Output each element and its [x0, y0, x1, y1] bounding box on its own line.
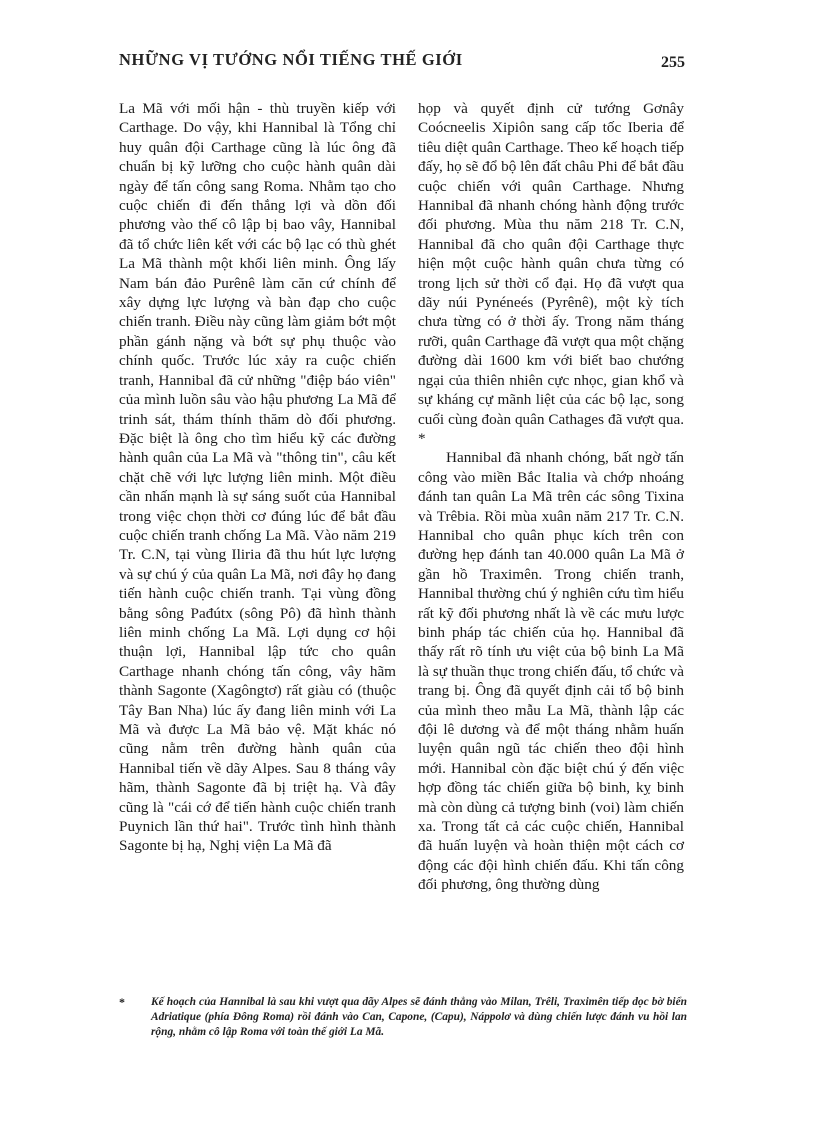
right-column-paragraph-1: họp và quyết định cử tướng Gơnây Coócneelis Xipiôn sang cấp tốc Iberia để tiêu diệt quân Carthage. Theo kế hoạch tiếp đấy, họ sẽ đổ bộ lên đất châu Phi để bắt đầu cuộc chiến với quân Carthage. Nhưng Hannibal đã nhanh chóng hành động trước đối phương. Mùa thu năm 218 Tr. C.N, Hannibal đã cho quân đội Carthage thực hiện một cuộc hành quân chưa từng có trong lịch sử thời cổ đại. Họ đã vượt qua dãy núi Pynéneés (Pyrênê), một kỳ tích chưa từng có ở thời ấy. Trong năm tháng rưỡi, quân Carthage đã vượt qua một chặng đường dài 1600 km với biết bao chướng ngại của thiên nhiên cực nhọc, gian khổ và sự kháng cự mãnh liệt của các bộ lạc, song cuối cùng đoàn quân Cathages đã vượt qua. *: [418, 100, 688, 447]
running-header-title: NHỮNG VỊ TƯỚNG NỔI TIẾNG THẾ GIỚI: [119, 50, 463, 69]
footnote-marker: *: [119, 995, 125, 1009]
footnote-text: Kế hoạch của Hannibal là sau khi vượt qua dãy Alpes sẽ đánh thẳng vào Milan, Trêli, Traximên tiếp dọc bờ biển Adriatique (phía Đông Roma) rồi đánh vào Can, Capone, (Capu), Náppolơ và dùng chiến lược đánh vu hồi lan rộng, nhằm cô lập Roma với toàn thế giới La Mã.: [151, 996, 690, 1038]
right-column: [418, 99, 688, 979]
left-column-paragraph: La Mã với mối hận - thù truyền kiếp với Carthage. Do vậy, khi Hannibal là Tổng chỉ huy quân đội Carthage cũng là lúc ông đã chuẩn bị kỹ lưỡng cho cuộc hành quân dài ngày để tấn công sang Roma. Nhằm tạo cho cuộc chiến đi đến thắng lợi và dồn đối phương vào thế cô lập bị bao vây, Hannibal đã tổ chức liên kết với các bộ lạc có thù ghét La Mã thành một khối liên minh. Ông lấy Nam bán đảo Purênê làm căn cứ chính để xây dựng lực lượng và bàn đạp cho cuộc chiến tranh. Điều này cũng làm giảm bớt một phần gánh nặng và bớt sự phụ thuộc vào chính quốc. Trước lúc xảy ra cuộc chiến tranh, Hannibal đã cử những "điệp báo viên" của mình luồn sâu vào hậu phương La Mã để trinh sát, thám thính thăm dò đối phương. Đặc biệt là ông cho tìm hiểu kỹ các đường hành quân của La Mã và "thông tin", câu kết chặt chẽ với lực lượng liên minh. Một điều cần nhấn mạnh là sự sáng suốt của Hannibal trong việc chọn thời cơ đúng lúc để bắt đầu cuộc chiến tranh chống La Mã. Vào năm 219 Tr. C.N, tại vùng Iliria đã thu hút lực lượng và sự chú ý của quân La Mã, nơi đây họ đang tiến hành cuộc chiến tranh. Tại vùng đồng bằng sông Pađútx (sông Pô) đã hình thành liên minh chống La Mã. Lợi dụng cơ hội thuận lợi, Hannibal lập tức cho quân Carthage nhanh chóng tấn công, vây hãm thành Sagonte (Xagôngtơ) rất giàu có (thuộc Tây Ban Nha) lúc ấy đang liên minh với La Mã và được La Mã bảo vệ. Mặt khác nó cũng nằm trên đường hành quân của Hannibal tiến về dãy Alpes. Sau 8 tháng vây hãm, thành Sagonte đã bị triệt hạ. Và đây cũng là "cái cớ để tiến hành cuộc chiến tranh Puynich lần thứ hai". Trước tình hình thành Sagonte bị hạ, Nghị viện La Mã đã: [119, 100, 400, 855]
footnote: [119, 995, 690, 1040]
right-column-paragraph-2: Hannibal đã nhanh chóng, bất ngờ tấn công vào miền Bắc Italia và chớp nhoáng đánh tan quân La Mã trên các sông Tixina và Trêbia. Rồi mùa xuân năm 217 Tr. C.N. Hannibal cho quân phục kích trên con đường hẹp đánh tan 40.000 quân La Mã ở gần hồ Traximên. Trong chiến tranh, Hannibal thường chú ý nghiên cứu tìm hiểu rất kỹ đối phương nhất là về các mưu lược binh pháp tác chiến của họ. Hannibal đã thấy rất rõ tính ưu việt của bộ binh La Mã là sự thuần thục trong chiến đấu, tổ chức và trang bị. Ông đã quyết định cải tổ bộ binh của mình theo mẫu La Mã, thành lập các đội lê dương và để một tháng nhằm huấn luyện quân ngũ tác chiến theo đội hình mới. Hannibal còn đặc biệt chú ý đến việc hợp đồng tác chiến giữa bộ binh, kỵ binh mà còn dùng cả tượng binh (voi) làm chiến xa. Trong tất cả các cuộc chiến, Hannibal đã huấn luyện và hoàn thiện một cách cơ động các đội hình chiến đấu. Khi tấn công đối phương, ông thường dùng: [418, 449, 688, 894]
page-number: 255: [661, 54, 685, 71]
left-column: [119, 99, 400, 979]
